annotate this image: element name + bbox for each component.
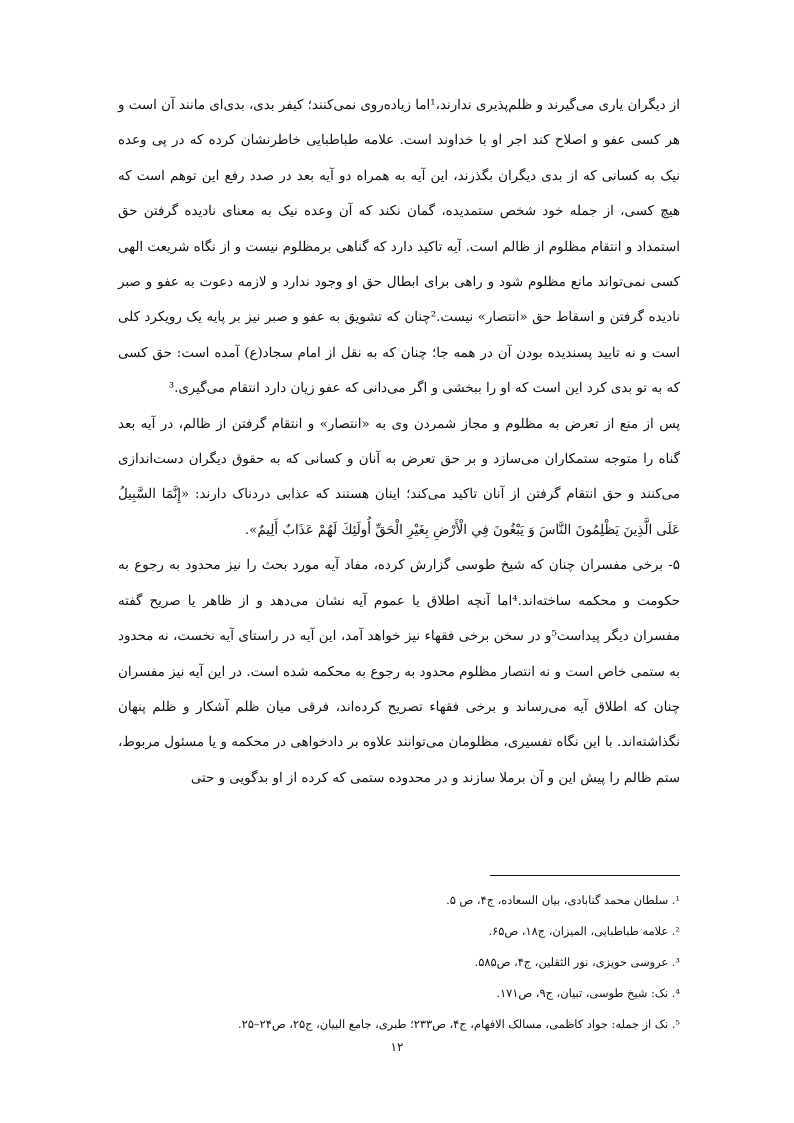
- footnote-separator: [490, 875, 680, 876]
- paragraph-1: از دیگران یاری می‌گیرند و ظلم‌پذیری ندارند،¹اما زیاده‌روی نمی‌کنند؛ کیفر بدی، بدی‌ای مانند آن است و هر کسی عفو و اصلاح کند اجر او با خداوند است. علامه طباطبایی خاطرنشان کرده که در پی وعده نیک به کسانی که از بدی دیگران بگذرند، این آیه به همراه دو آیه بعد در صدد رفع این توهم است که هیچ کسی، از جمله خود شخص ستمدیده، گمان نکند که آن وعده نیک به معنای نادیده گرفتن حق استمداد و انتقام مظلوم از ظالم است. آیه تاکید دارد که گناهی برمظلوم نیست و از نگاه شریعت الهی کسی نمی‌تواند مانع مظلوم شود و راهی برای ابطال حق او وجود ندارد و لازمه دعوت به عفو و صبر نادیده گرفتن و اسقاط حق «انتصار» نیست.²چنان که تشویق به عفو و صبر نیز بر پایه یک رویکرد کلی است و نه تایید پسندیده بودن آن در همه جا؛ چنان که به نقل از امام سجاد(ع) آمده است: حق کسی که به تو بدی کرد این است که او را ببخشی و اگر می‌دانی که عفو زیان دارد انتقام می‌گیری.³: [118, 98, 681, 397]
- paragraph-2: پس از منع از تعرض به مظلوم و مجاز شمردن وی به «انتصار» و انتقام گرفتن از ظالم، در آیه بعد گناه را متوجه ستمکاران می‌سازد و بر حق تعرض به آنان و کسانی که به حقوق دیگران دست‌اندازی می‌کنند و حق انتقام گرفتن از آنان تاکید می‌کند؛ اینان هستند که عذابی دردناک دارند: «إِنَّمَا السَّبِيلُ عَلَى الَّذِينَ يَظْلِمُونَ النَّاسَ وَ يَبْغُونَ فِي الْأَرْضِ بِغَيْرِ الْحَقِّ أُولَئِكَ لَهُمْ عَذَابٌ أَلِيمٌ».: [118, 416, 680, 538]
- footnote-2: ². علامه طباطبایی، المیزان، ج۱۸، ص۶۵.: [488, 924, 680, 938]
- footnote-3: ³. عروسی حویزی، نور الثقلین، ج۴، ص۵۸۵.: [474, 955, 680, 969]
- paragraph-3: ۵- برخی مفسران چنان که شیخ طوسی گزارش کرده، مفاد آیه مورد بحث را نیز محدود به رجوع به حکومت و محکمه ساخته‌اند.⁴اما آنچه اطلاق یا عموم آیه نشان می‌دهد و از ظاهر یا صریح گفته مفسران دیگر پیداست⁵و در سخن برخی فقهاء نیز خواهد آمد، این آیه در راستای آیه نخست، نه محدود به ستمی خاص است و نه انتصار مظلوم محدود به رجوع به محکمه شده است. در این آیه نیز مفسران چنان که اطلاق آیه می‌رساند و برخی فقهاء تصریح کرده‌اند، فرقی میان ظلم آشکار و ظلم پنهان نگذاشته‌اند. با این نگاه تفسیری، مظلومان می‌توانند علاوه بر دادخواهی در محکمه و یا مسئول مربوط، ستم ظالم را پیش این و آن برملا سازند و در محدوده ستمی که کرده از او بدگویی و حتی: [118, 558, 681, 786]
- footnote-4: ⁴. نک: شیخ طوسی، تبیان، ج۹، ص۱۷۱.: [496, 986, 680, 1000]
- footnote-5: ⁵. نک از جمله: جواد کاظمی، مسالک الافهام، ج۴، ص۲۳۳؛ طبری، جامع البیان، ج۲۵، ص۲۴–۲۵.: [238, 1017, 680, 1031]
- footnote-1: ¹. سلطان محمد گنابادی، بیان السعاده، ج۴، ص ۵.: [446, 893, 680, 907]
- footnotes: [150, 885, 680, 1040]
- page-number: ۱۲: [390, 1040, 404, 1054]
- body-text: [118, 88, 680, 796]
